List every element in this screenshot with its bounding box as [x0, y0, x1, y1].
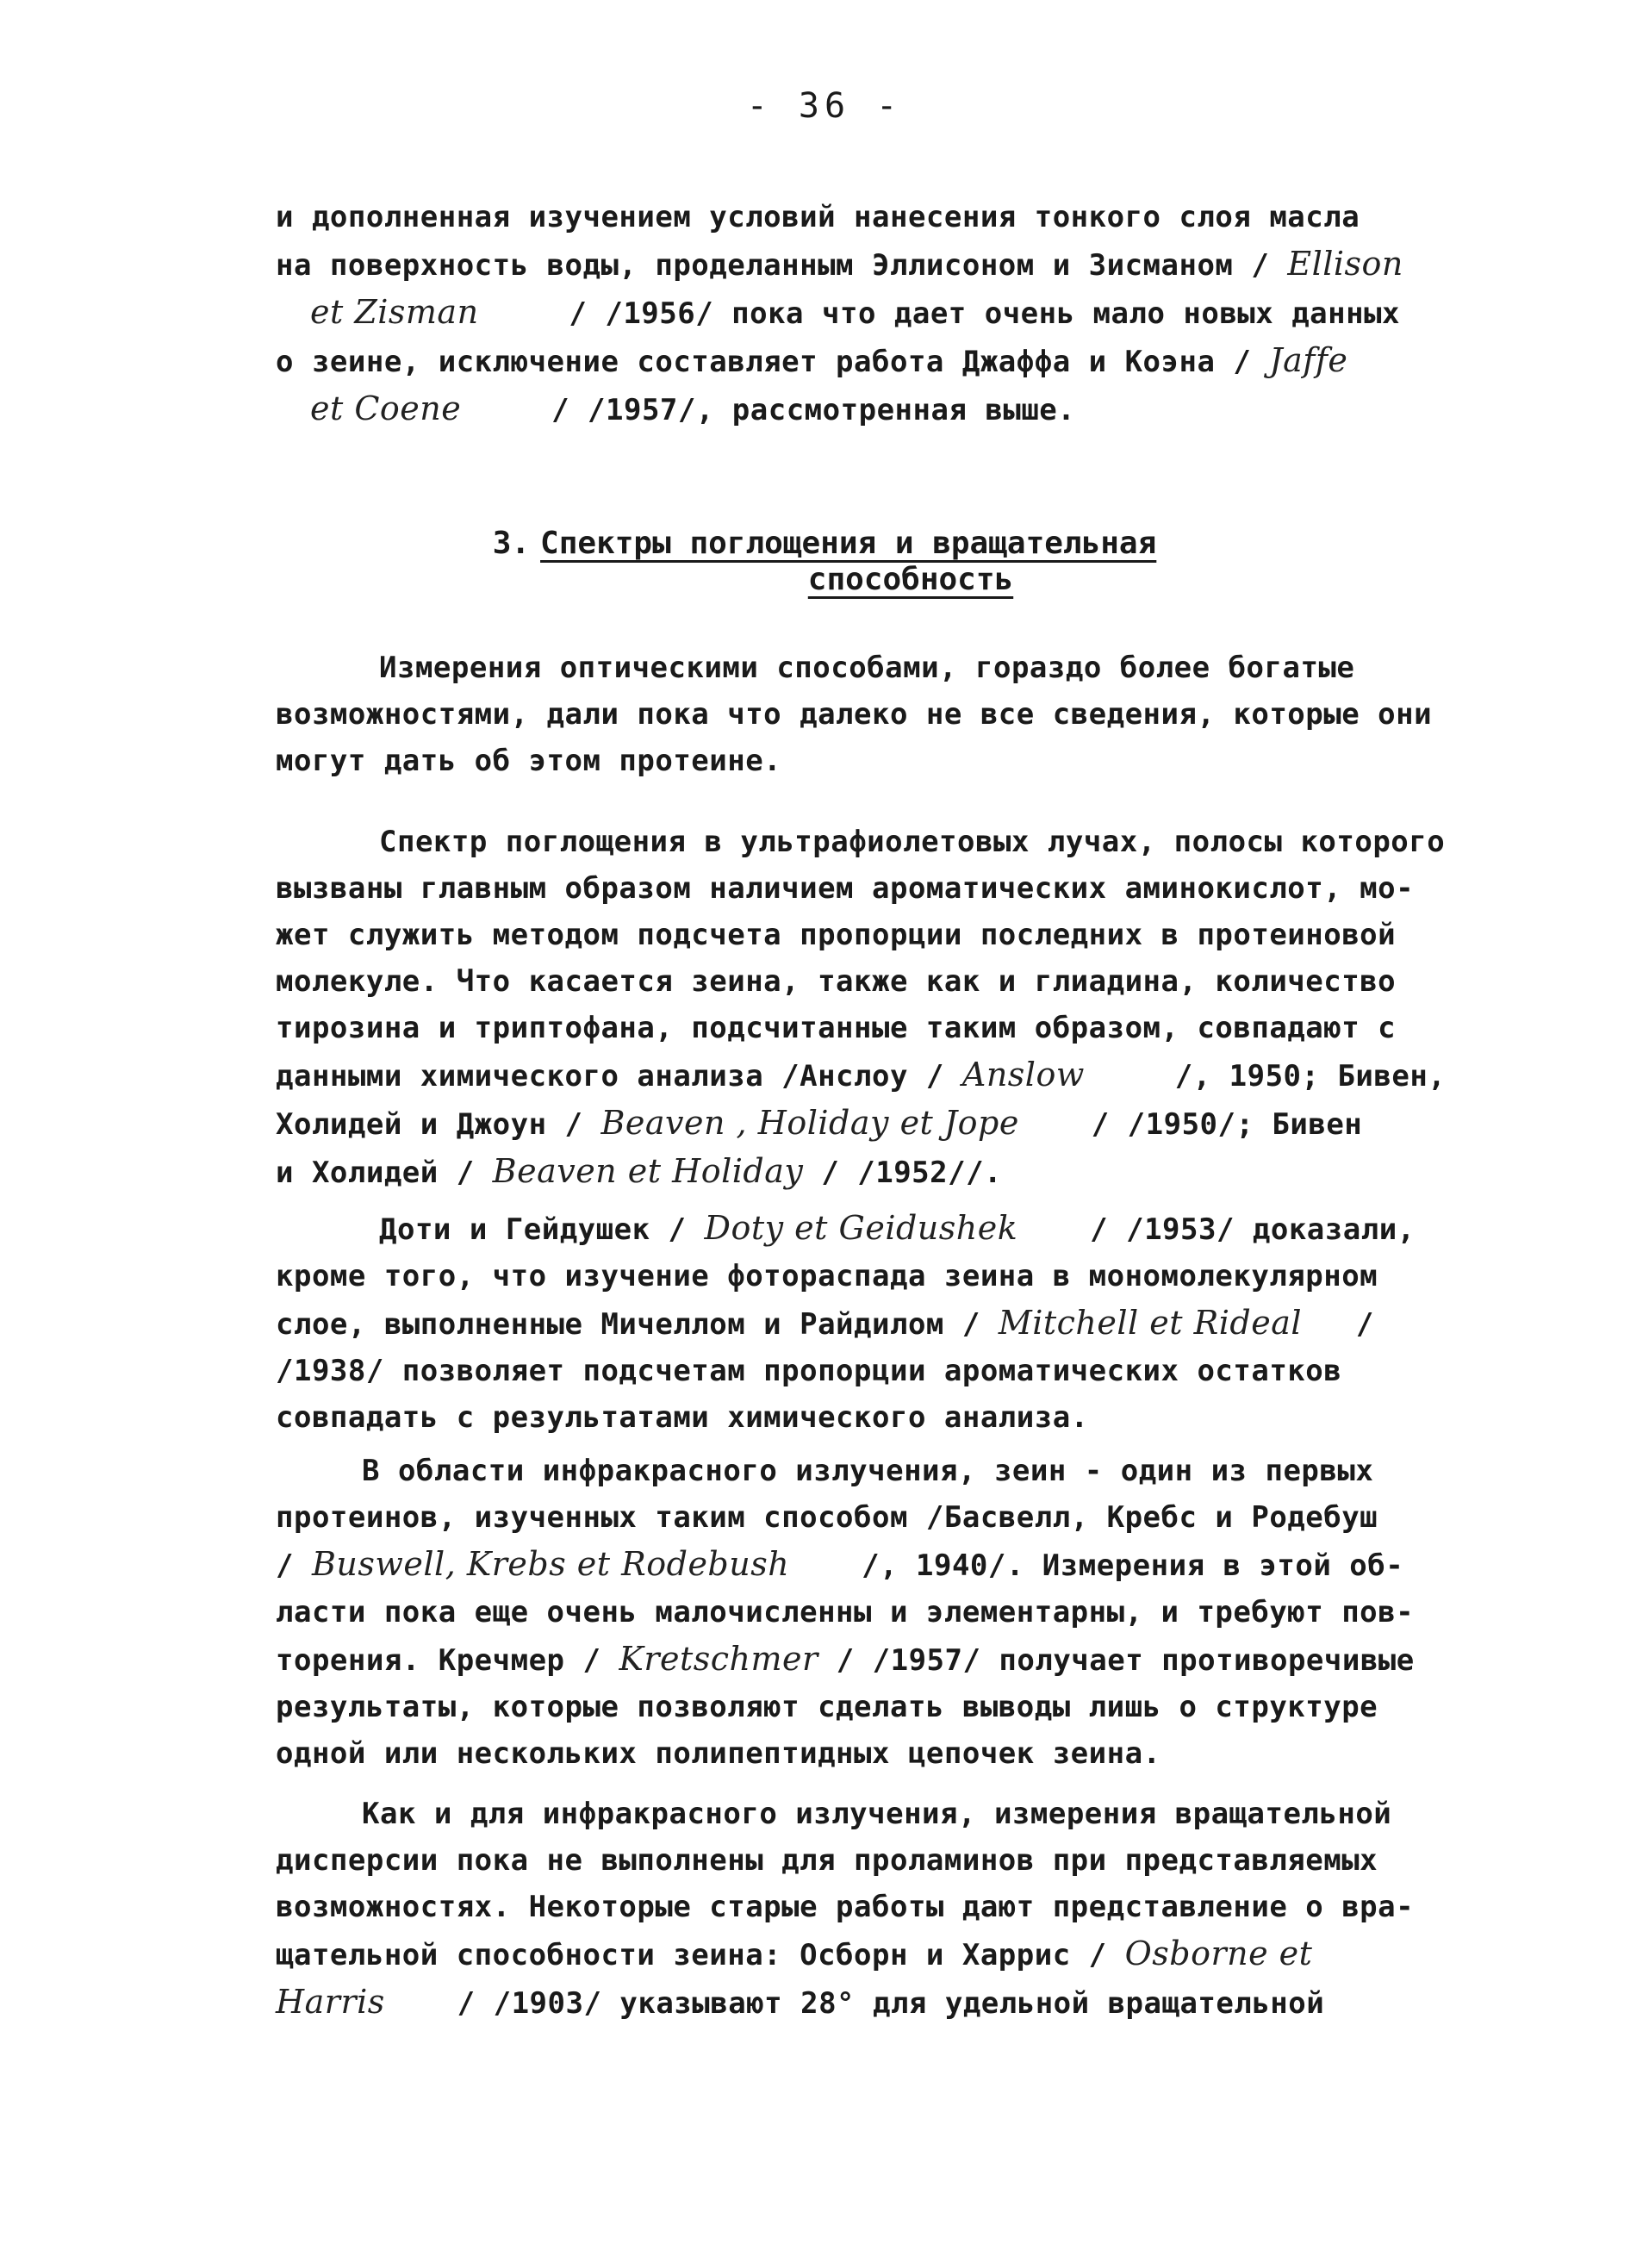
handwritten-citation: Anslow [961, 1056, 1085, 1094]
text-line: протеинов, изученных таким способом /Басвелл, Кребс и Родебуш [276, 1500, 1378, 1535]
text-line: и дополненная изучением условий нанесения тонкого слоя масла [276, 200, 1360, 234]
page-number: - 36 - [746, 86, 903, 126]
handwritten-citation: et Zisman [310, 293, 479, 331]
text-line: результаты, которые позволяют сделать выводы лишь о структуре [276, 1690, 1378, 1724]
paragraph-2 [276, 645, 1585, 784]
handwritten-citation: Doty et Geidushek [704, 1209, 1018, 1247]
text-line: Как и для инфракрасного излучения, измерения вращательной [362, 1797, 1392, 1831]
section-title-line1: Спектры поглощения и вращательная [540, 526, 1157, 561]
handwritten-citation: et Coene [310, 389, 462, 427]
text-line: щательной способности зеина: Осборн и Харрис / [276, 1938, 1107, 1972]
text-line: / /1952//. [821, 1156, 1003, 1190]
text-line: / /1956/ пока что дает очень мало новых данных [569, 296, 1401, 331]
handwritten-citation: Jaffe [1269, 341, 1348, 379]
text-line: и Холидей / [276, 1156, 475, 1190]
text-line: /, 1950; Бивен, [1174, 1059, 1447, 1094]
text-line: / /1957/, рассмотренная выше. [551, 393, 1076, 427]
text-line: данными химического анализа /Анслоу / [276, 1059, 944, 1094]
text-line: / [276, 1548, 294, 1583]
text-line: дисперсии пока не выполнены для проламинов при представляемых [276, 1843, 1378, 1878]
text-line: на поверхность воды, проделанным Эллисоном и Зисманом / [276, 248, 1270, 283]
section-title-line2: способность [807, 562, 1014, 597]
handwritten-citation: Beaven , Holiday et Jope [600, 1104, 1019, 1142]
text-line: возможностями, дали пока что далеко не все сведения, которые они [276, 697, 1433, 732]
text-line: В области инфракрасного излучения, зеин - один из первых [362, 1454, 1374, 1488]
text-line: Холидей и Джоун / [276, 1107, 583, 1142]
text-line: ласти пока еще очень малочисленны и элементарны, и требуют пов- [276, 1595, 1415, 1629]
text-line: могут дать об этом протеине. [276, 744, 782, 778]
text-line: о зеине, исключение составляет работа Джаффа и Коэна / [276, 345, 1252, 379]
text-line: / /1957/ получает противоречивые [836, 1643, 1415, 1678]
text-line: Спектр поглощения в ультрафиолетовых лучах, полосы которого [379, 825, 1446, 859]
text-line: слое, выполненные Мичеллом и Райдилом / [276, 1307, 980, 1342]
text-line: Измерения оптическими способами, гораздо более богатые [379, 651, 1355, 685]
text-line: кроме того, что изучение фотораспада зеина в мономолекулярном [276, 1259, 1378, 1293]
text-line: жет служить методом подсчета пропорции последних в протеиновой [276, 918, 1397, 952]
text-line: /1938/ позволяет подсчетам пропорции ароматических остатков [276, 1354, 1342, 1388]
section-heading [0, 526, 1649, 598]
text-line: одной или нескольких полипептидных цепочек зеина. [276, 1736, 1161, 1771]
paragraph-3 [276, 819, 1585, 1196]
text-line: торения. Кречмер / [276, 1643, 601, 1678]
handwritten-citation: Mitchell et Rideal [998, 1304, 1302, 1342]
paragraph-5 [276, 1448, 1585, 1777]
text-line: молекуле. Что касается зеина, также как и глиадина, количество [276, 964, 1397, 999]
text-line: Доти и Гейдушек / [379, 1212, 687, 1247]
handwritten-citation: Harris [276, 1983, 385, 2021]
text-line: тирозина и триптофана, подсчитанные таким образом, совпадают с [276, 1011, 1397, 1045]
text-line: / /1950/; Бивен [1091, 1107, 1363, 1142]
section-number: 3. [492, 526, 531, 561]
text-line: / /1903/ указывают 28° для удельной вращательной [457, 1986, 1325, 2021]
text-line: / /1953/ доказали, [1090, 1212, 1416, 1247]
text-line: возможностях. Некоторые старые работы дают представление о вра- [276, 1890, 1415, 1924]
paragraph-1 [276, 194, 1585, 433]
handwritten-citation: Osborne et [1124, 1935, 1313, 1972]
handwritten-citation: Beaven et Holiday [492, 1152, 804, 1190]
paragraph-4 [276, 1205, 1585, 1441]
handwritten-citation: Ellison [1287, 245, 1403, 283]
handwritten-citation: Kretschmer [619, 1640, 818, 1678]
text-line: /, 1940/. Измерения в этой об- [862, 1548, 1404, 1583]
text-line: вызваны главным образом наличием ароматических аминокислот, мо- [276, 871, 1415, 906]
handwritten-citation: Buswell, Krebs et Rodebush [311, 1545, 790, 1583]
paragraph-6 [276, 1791, 1585, 2027]
text-line: совпадать с результатами химического анализа. [276, 1400, 1089, 1435]
text-line: / [1355, 1307, 1374, 1342]
